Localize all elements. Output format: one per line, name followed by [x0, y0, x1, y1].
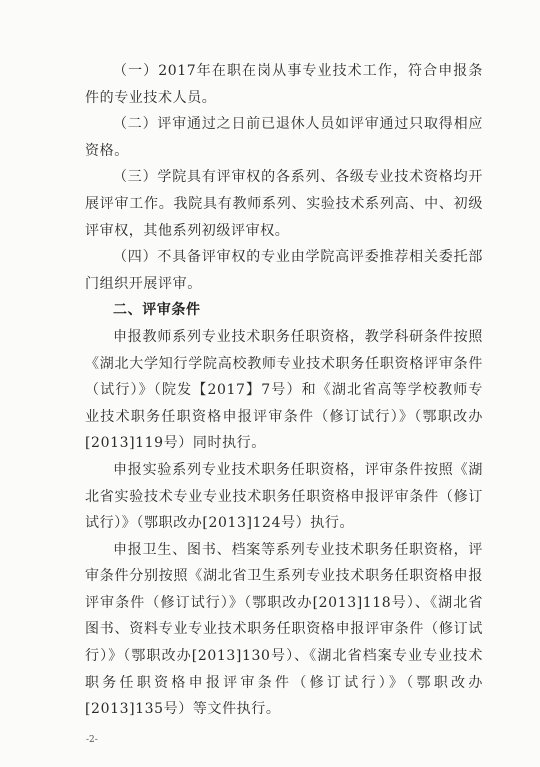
- lab-series-paragraph: 申报实验系列专业技术职务任职资格，评审条件按照《湖北省实验技术专业专业技术职务任职资格申报评审条件（修订试行）》（鄂职改办[2013]124号）执行。: [85, 461, 483, 532]
- teacher-series-paragraph: 申报教师系列专业技术职务任职资格，教学科研条件按照《湖北大学知行学院高校教师专业技术职务任职资格评审条件（试行）》（院发【2017】7号）和《湖北省高等学校教师专业技术职务任职资格申报评审条件（修订试行）》（鄂职改办[2013]119号）同时执行。: [85, 328, 483, 452]
- other-series-paragraph: 申报卫生、图书、档案等系列专业技术职务任职资格，评审条件分别按照《湖北省卫生系列专业技术职务任职资格申报评审条件（修订试行）》（鄂职改办[2013]118号）、《湖北省图书、资料专业专业技术职务任职资格申报评审条件（修订试行）》（鄂职改办[2013]130号）、《湖北省档案专业专业技术职务任职资格申报评审条件（修订试行）》（鄂职改办[2013]135号）等文件执行。: [85, 541, 483, 718]
- section-heading: 二、评审条件: [113, 302, 201, 319]
- paragraph-item-2: （二）评审通过之日前已退休人员如评审通过只取得相应资格。: [85, 116, 483, 159]
- paragraph-item-1: （一）2017年在职在岗从事专业技术工作，符合申报条件的专业技术人员。: [85, 63, 483, 106]
- page-number: -2-: [86, 735, 98, 745]
- document-body: [85, 58, 483, 723]
- paragraph-item-3: （三）学院具有评审权的各系列、各级专业技术资格均开展评审工作。我院具有教师系列、实验技术系列高、中、初级评审权，其他系列初级评审权。: [85, 169, 483, 239]
- paragraph-item-4: （四）不具备评审权的专业由学院高评委推荐相关委托部门组织开展评审。: [85, 249, 483, 292]
